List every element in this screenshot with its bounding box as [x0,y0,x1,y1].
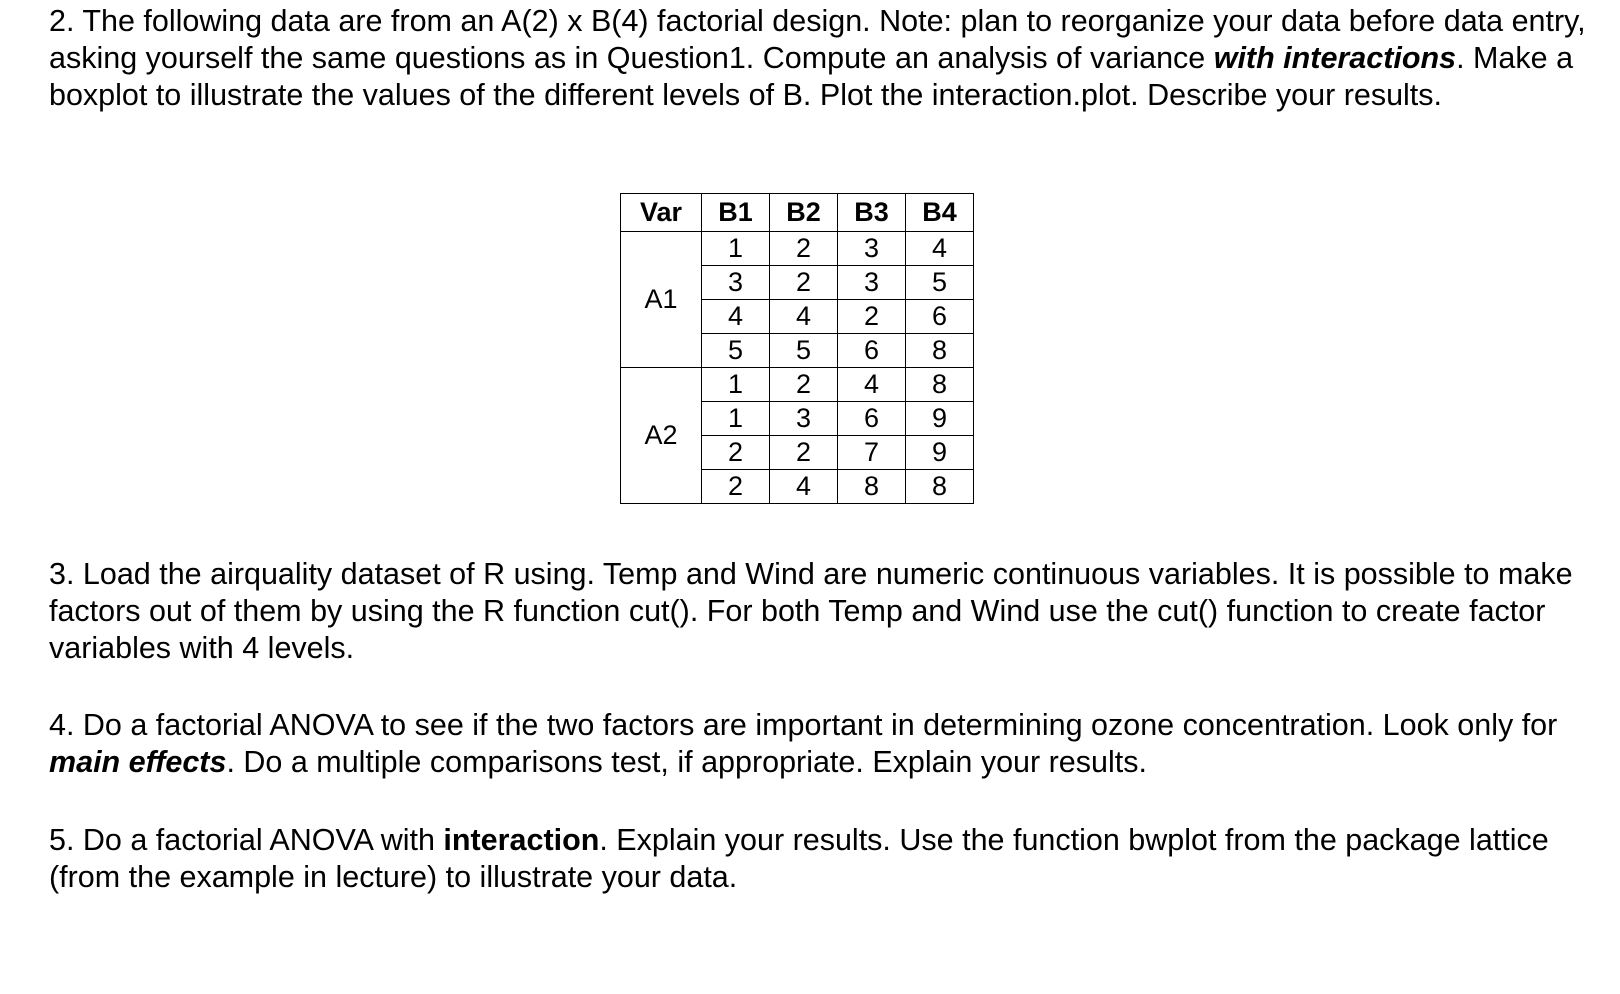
level-a2-label: A2 [621,368,702,504]
question-2 [49,3,1609,114]
factorial-data-table [620,193,974,504]
table-cell: 5 [702,334,770,368]
table-cell: 2 [770,232,838,266]
table-cell: 5 [906,266,974,300]
question-4 [49,707,1609,781]
table-cell: 3 [838,266,906,300]
table-cell: 6 [838,334,906,368]
table-cell: 2 [770,436,838,470]
table-cell: 8 [906,470,974,504]
question-5 [49,822,1609,896]
table-cell: 4 [702,300,770,334]
table-cell: 2 [838,300,906,334]
table-cell: 2 [702,470,770,504]
table-header-row [621,194,974,232]
table-cell: 4 [838,368,906,402]
table-cell: 2 [770,368,838,402]
level-a1-label: A1 [621,232,702,368]
question-2-emphasis: with interactions [1213,41,1457,75]
question-4-text-start: 4. Do a factorial ANOVA to see if the two factors are important in determining ozone concentration. Look only for [49,708,1558,742]
header-b3: B3 [838,194,906,232]
table-cell: 1 [702,402,770,436]
question-4-emphasis: main effects [49,745,227,779]
question-4-text-end: . Do a multiple comparisons test, if appropriate. Explain your results. [226,745,1147,779]
table-cell: 7 [838,436,906,470]
table-cell: 8 [906,334,974,368]
question-2-text-start: 2. The following data are from an A(2) x B(4) factorial design. Note: plan to reorganize your data before data entry, asking yourself the same questions as in Question1. Compute an analysis of variance [49,4,1586,75]
header-b4: B4 [906,194,974,232]
table-row [621,368,974,402]
table-cell: 2 [770,266,838,300]
table-cell: 3 [838,232,906,266]
table-cell: 5 [770,334,838,368]
table-cell: 1 [702,232,770,266]
table-cell: 9 [906,402,974,436]
question-5-emphasis: interaction [443,823,600,857]
question-2-text-end: . Make a boxplot to illustrate the values of the different levels of B. Plot the interaction.plot. Describe your results. [49,41,1574,112]
table-cell: 4 [906,232,974,266]
table-cell: 9 [906,436,974,470]
table-cell: 6 [906,300,974,334]
question-3 [49,556,1609,667]
header-var: Var [621,194,702,232]
table-row [621,232,974,266]
table-cell: 3 [702,266,770,300]
table-cell: 1 [702,368,770,402]
table-cell: 4 [770,300,838,334]
question-3-text: 3. Load the airquality dataset of R using. Temp and Wind are numeric continuous variables. It is possible to make factors out of them by using the R function cut(). For both Temp and Wind use the cut() function to create factor variables with 4 levels. [49,557,1573,665]
table-cell: 6 [838,402,906,436]
table-cell: 2 [702,436,770,470]
table-cell: 4 [770,470,838,504]
table-cell: 8 [838,470,906,504]
table-cell: 8 [906,368,974,402]
header-b1: B1 [702,194,770,232]
question-5-text-end: . Explain your results. Use the function bwplot from the package lattice (from the example in lecture) to illustrate your data. [49,823,1549,894]
header-b2: B2 [770,194,838,232]
question-5-text-start: 5. Do a factorial ANOVA with [49,823,444,857]
table-cell: 3 [770,402,838,436]
